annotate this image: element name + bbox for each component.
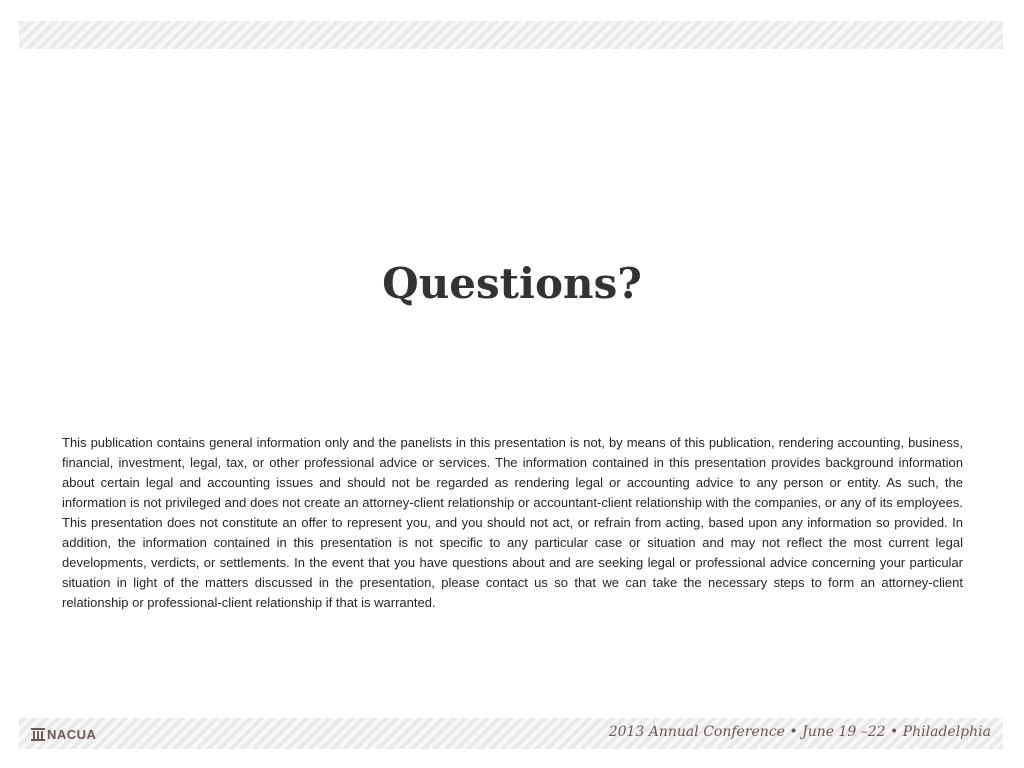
top-decorative-band [19,21,1003,49]
slide-title: Questions? [382,259,642,308]
logo-text: NACUA [47,726,97,742]
columns-icon [31,727,45,741]
footer-band [19,718,1003,749]
disclaimer-text: This publication contains general information only and the panelists in this presentation is not, by means of this publication, rendering accounting, business, financial, investment, legal, tax, or other professional advice or services. The information contained in this presentation provides background information about certain legal and accounting issues and should not be regarded as rendering legal or accounting advice to any person or entity. As such, the information is not privileged and does not create an attorney-client relationship or accountant-client relationship with the companies, or any of its employees. This presentation does not constitute an offer to represent you, and you should not act, or refrain from acting, based upon any information so provided. In addition, the information contained in this presentation is not specific to any particular case or situation and may not reflect the most current legal developments, verdicts, or settlements. In the event that you have questions about and are seeking legal or professional advice concerning your particular situation in light of the matters discussed in the presentation, please contact us so that we can take the necessary steps to form an attorney-client relationship or professional-client relationship if that is warranted. [62,435,963,610]
conference-info: 2013 Annual Conference • June 19 –22 • Philadelphia [608,724,991,740]
nacua-logo [31,725,96,743]
